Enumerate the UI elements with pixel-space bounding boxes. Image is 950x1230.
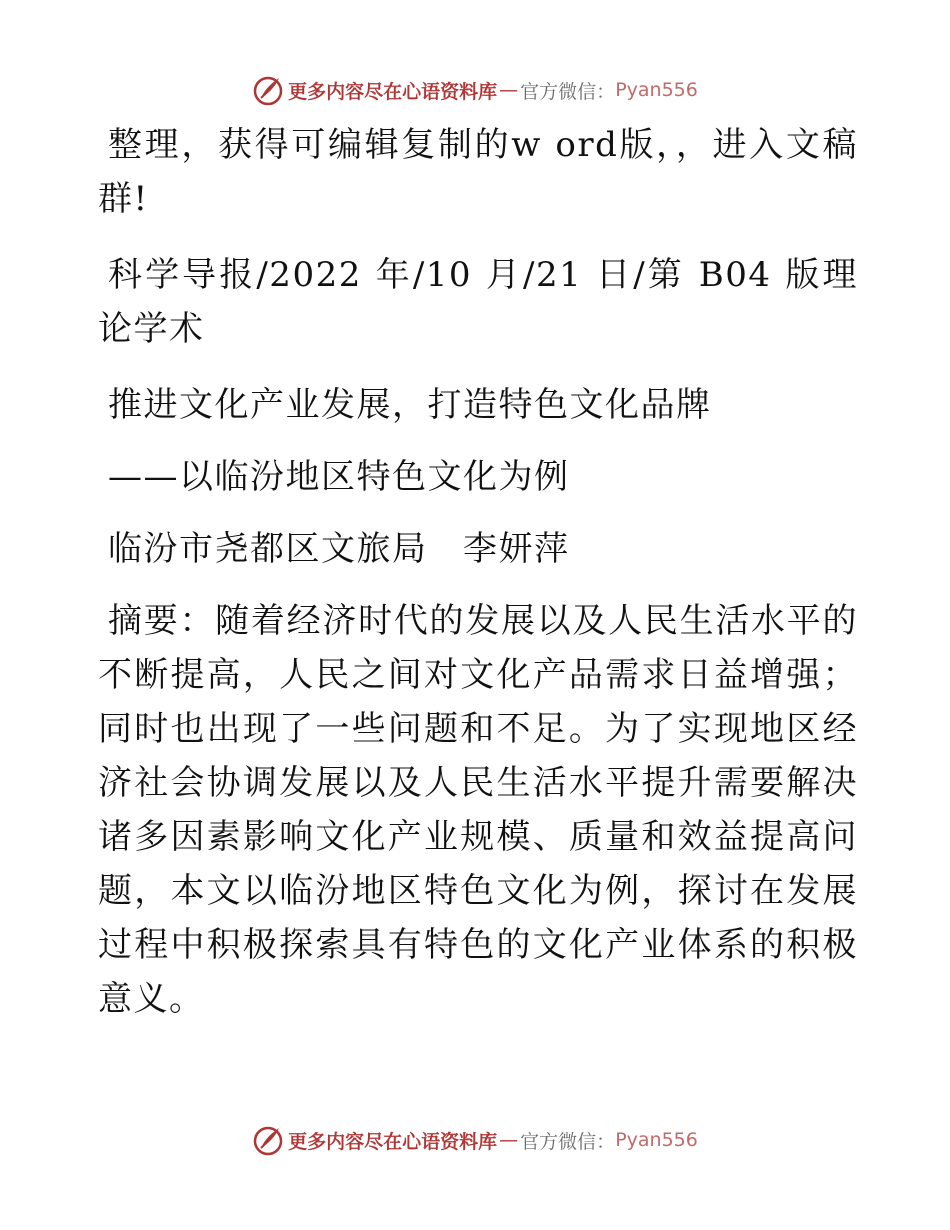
- banner-sub-text: 官方微信：: [520, 80, 616, 103]
- source-line: 科学导报/2022 年/10 月/21 日/第 B04 版理论学术: [98, 255, 858, 349]
- author-line: 临汾市尧都区文旅局 李妍萍: [108, 529, 570, 569]
- banner-sub-text: 官方微信：: [520, 1130, 616, 1153]
- banner-main-text: 更多内容尽在心语资料库: [288, 80, 498, 103]
- note-line: 整理，获得可编辑复制的w ord版，，进入文稿群!: [98, 125, 858, 219]
- document-title: 推进文化产业发展，打造特色文化品牌: [108, 385, 712, 425]
- document-body: [98, 118, 858, 1048]
- abstract-paragraph: 摘要：随着经济时代的发展以及人民生活水平的不断提高，人民之间对文化产品需求日益增强；同时也出现了一些问题和不足。为了实现地区经济社会协调发展以及人民生活水平提升需要解决诸多因素影响文化产业规模、质量和效益提高问题，本文以临汾地区特色文化为例，探讨在发展过程中积极探索具有特色的文化产业体系的积极意义。: [98, 601, 858, 1019]
- banner-wechat-id: Pyan556: [615, 1129, 698, 1151]
- banner-main-text: 更多内容尽在心语资料库: [288, 1130, 498, 1153]
- banner-separator: —: [499, 79, 519, 101]
- banner-separator: —: [499, 1129, 519, 1151]
- banner-wechat-id: Pyan556: [615, 79, 698, 101]
- feather-logo-icon: [252, 74, 284, 106]
- header-watermark-banner: [0, 70, 950, 110]
- footer-watermark-banner: [0, 1120, 950, 1160]
- document-subtitle: ——以临汾地区特色文化为例: [108, 457, 570, 497]
- feather-logo-icon: [252, 1124, 284, 1156]
